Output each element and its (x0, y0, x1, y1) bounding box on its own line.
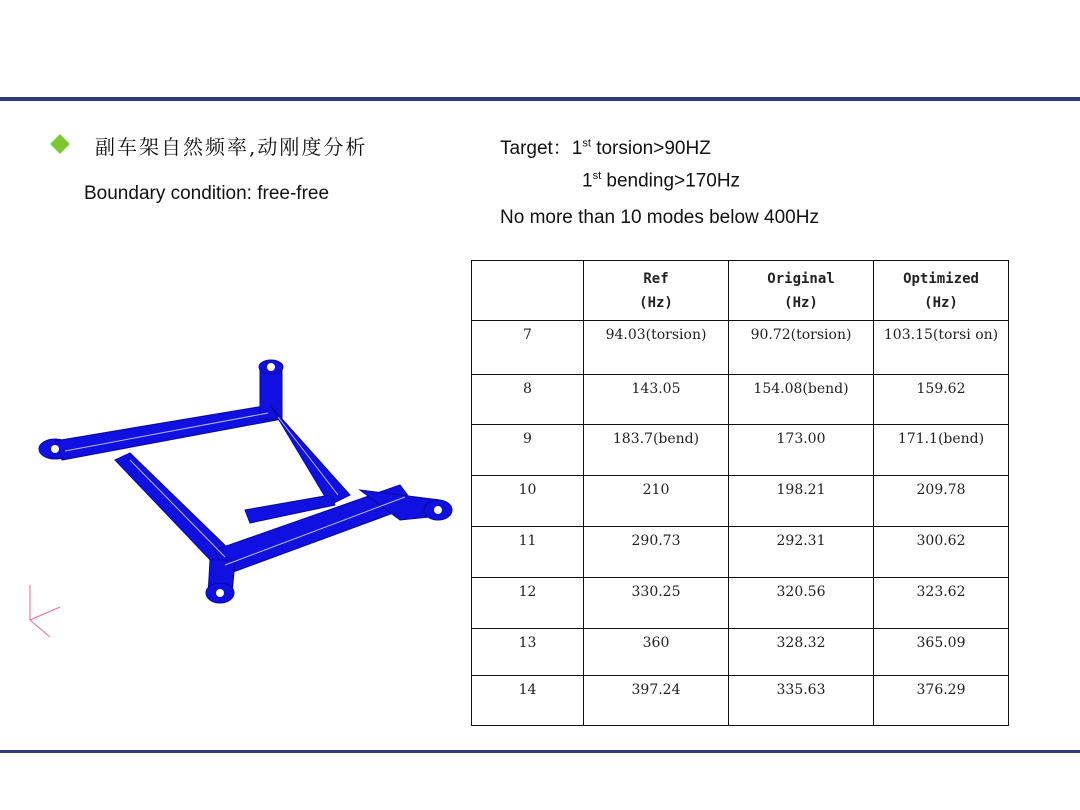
ref-cell: 143.05 (584, 375, 729, 425)
header-cell-optimized: Optimized (Hz) (874, 261, 1009, 321)
ref-cell: 290.73 (584, 527, 729, 578)
mode-cell: 8 (472, 375, 584, 425)
boundary-condition: Boundary condition: free-free (84, 183, 330, 204)
ref-cell: 360 (584, 629, 729, 676)
mode-cell: 12 (472, 578, 584, 629)
table-row (472, 321, 1009, 375)
table-row (472, 375, 1009, 425)
original-cell: 328.32 (729, 629, 874, 676)
original-cell: 154.08(bend) (729, 375, 874, 425)
subframe-model-image (20, 345, 460, 645)
optimized-cell: 365.09 (874, 629, 1009, 676)
original-cell: 198.21 (729, 476, 874, 527)
optimized-cell: 103.15(torsi on) (874, 321, 1009, 375)
target-line: Target：1st torsion>90HZ (500, 137, 711, 159)
table-row (472, 676, 1009, 726)
table-row (472, 629, 1009, 676)
modes-note: No more than 10 modes below 400Hz (500, 207, 819, 228)
optimized-cell: 300.62 (874, 527, 1009, 578)
mode-cell: 10 (472, 476, 584, 527)
ref-cell: 210 (584, 476, 729, 527)
table-header-row (472, 261, 1009, 321)
ref-cell: 330.25 (584, 578, 729, 629)
modal-frequency-table (471, 260, 1009, 726)
bottom-divider (0, 750, 1080, 753)
ref-cell: 94.03(torsion) (584, 321, 729, 375)
mode-cell: 13 (472, 629, 584, 676)
header-cell-ref: Ref (Hz) (584, 261, 729, 321)
top-divider (0, 97, 1080, 101)
table-row (472, 527, 1009, 578)
ref-cell: 397.24 (584, 676, 729, 726)
optimized-cell: 159.62 (874, 375, 1009, 425)
header-cell-original: Original (Hz) (729, 261, 874, 321)
optimized-cell: 376.29 (874, 676, 1009, 726)
original-cell: 320.56 (729, 578, 874, 629)
mode-cell: 9 (472, 425, 584, 476)
original-cell: 173.00 (729, 425, 874, 476)
ref-cell: 183.7(bend) (584, 425, 729, 476)
mode-cell: 7 (472, 321, 584, 375)
header-cell-mode (472, 261, 584, 321)
optimized-cell: 171.1(bend) (874, 425, 1009, 476)
table-row (472, 476, 1009, 527)
bending-target-line: 1st bending>170Hz (582, 170, 741, 192)
diamond-bullet-icon (50, 134, 70, 154)
original-cell: 90.72(torsion) (729, 321, 874, 375)
original-cell: 335.63 (729, 676, 874, 726)
table-row (472, 425, 1009, 476)
optimized-cell: 323.62 (874, 578, 1009, 629)
mode-cell: 11 (472, 527, 584, 578)
table-row (472, 578, 1009, 629)
mode-cell: 14 (472, 676, 584, 726)
original-cell: 292.31 (729, 527, 874, 578)
optimized-cell: 209.78 (874, 476, 1009, 527)
slide-heading: 副车架自然频率,动刚度分析 (95, 135, 368, 159)
